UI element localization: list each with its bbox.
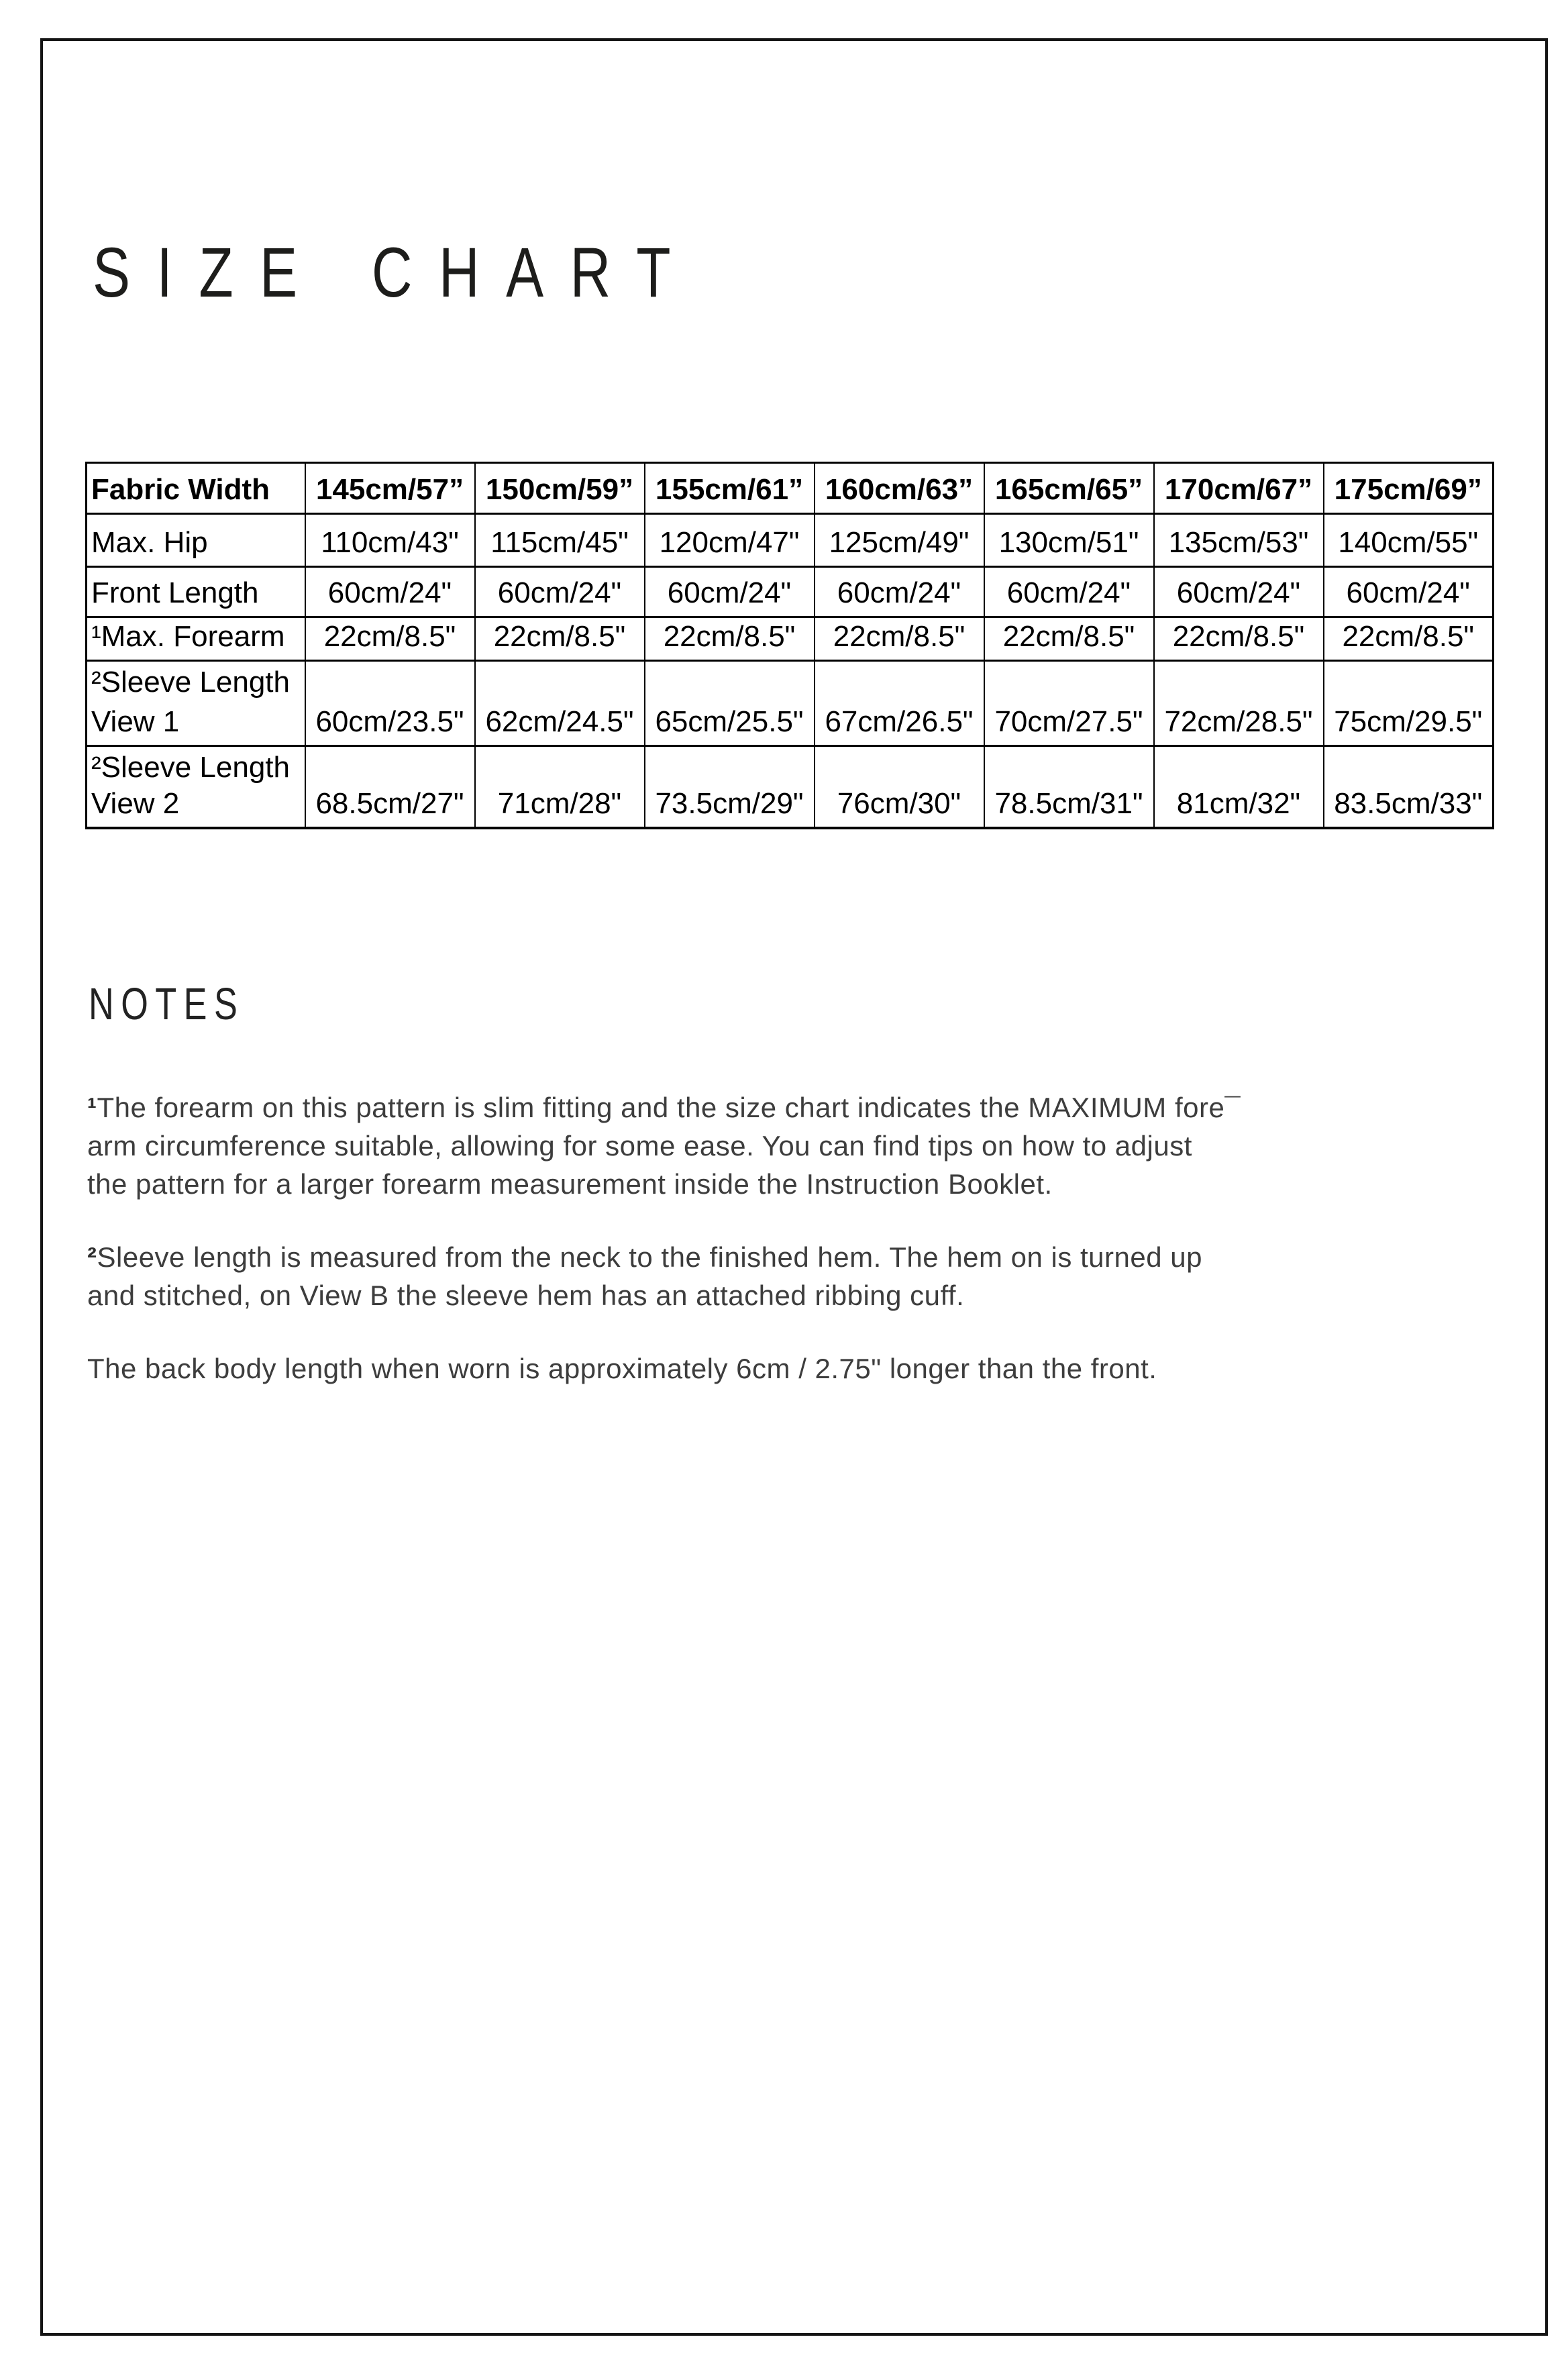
note-paragraph <box>87 1238 1503 1314</box>
note-line: arm circumference suitable, allowing for some ease. You can find tips on how to adjust <box>87 1130 1192 1162</box>
value-cell: 72cm/28.5" <box>1154 661 1324 746</box>
value-cell: 60cm/23.5" <box>305 661 475 746</box>
header-value-cell: 170cm/67” <box>1154 463 1324 514</box>
row-label-cell <box>87 746 305 828</box>
value-cell: 140cm/55" <box>1324 514 1494 567</box>
header-value-cell: 150cm/59” <box>475 463 645 514</box>
value-cell: 81cm/32" <box>1154 746 1324 828</box>
note-line: ²Sleeve length is measured from the neck to the finished hem. The hem on is turned up <box>87 1241 1202 1273</box>
label-line-1: ²Sleeve Length <box>91 751 290 784</box>
note-paragraph <box>87 1088 1503 1203</box>
value-cell: 22cm/8.5" <box>1324 617 1494 661</box>
value-cell: 60cm/24" <box>475 567 645 617</box>
table-row <box>87 661 1494 746</box>
header-value-cell: 175cm/69” <box>1324 463 1494 514</box>
value-cell: 60cm/24" <box>815 567 984 617</box>
value-cell: 60cm/24" <box>305 567 475 617</box>
label-line-2: View 1 <box>91 705 180 738</box>
value-cell: 68.5cm/27" <box>305 746 475 828</box>
value-cell: 60cm/24" <box>984 567 1154 617</box>
value-cell: 22cm/8.5" <box>305 617 475 661</box>
table-row <box>87 514 1494 567</box>
value-cell: 22cm/8.5" <box>815 617 984 661</box>
value-cell: 62cm/24.5" <box>475 661 645 746</box>
table-body <box>87 514 1494 828</box>
header-value-cell: 145cm/57” <box>305 463 475 514</box>
value-cell: 60cm/24" <box>1154 567 1324 617</box>
value-cell: 22cm/8.5" <box>475 617 645 661</box>
row-label-cell <box>87 661 305 746</box>
note-line: The back body length when worn is approximately 6cm / 2.75" longer than the front. <box>87 1353 1157 1384</box>
value-cell: 67cm/26.5" <box>815 661 984 746</box>
note-line: ¹The forearm on this pattern is slim fitting and the size chart indicates the MAXIMUM fore¯ <box>87 1092 1241 1123</box>
value-cell: 22cm/8.5" <box>645 617 815 661</box>
value-cell: 135cm/53" <box>1154 514 1324 567</box>
value-cell: 130cm/51" <box>984 514 1154 567</box>
value-cell: 76cm/30" <box>815 746 984 828</box>
header-label-cell: Fabric Width <box>87 463 305 514</box>
value-cell: 115cm/45" <box>475 514 645 567</box>
value-cell: 75cm/29.5" <box>1324 661 1494 746</box>
table-row <box>87 746 1494 828</box>
value-cell: 73.5cm/29" <box>645 746 815 828</box>
note-line: and stitched, on View B the sleeve hem has an attached ribbing cuff. <box>87 1280 965 1311</box>
note-paragraph <box>87 1349 1503 1388</box>
row-label-cell: Max. Hip <box>87 514 305 567</box>
value-cell: 110cm/43" <box>305 514 475 567</box>
value-cell: 78.5cm/31" <box>984 746 1154 828</box>
value-cell: 22cm/8.5" <box>984 617 1154 661</box>
value-cell: 70cm/27.5" <box>984 661 1154 746</box>
row-label-cell: Front Length <box>87 567 305 617</box>
value-cell: 60cm/24" <box>645 567 815 617</box>
value-cell: 120cm/47" <box>645 514 815 567</box>
value-cell: 22cm/8.5" <box>1154 617 1324 661</box>
size-chart-table <box>85 462 1494 829</box>
value-cell: 65cm/25.5" <box>645 661 815 746</box>
page-title: SIZE CHART <box>93 234 698 312</box>
header-value-cell: 160cm/63” <box>815 463 984 514</box>
table-row <box>87 617 1494 661</box>
label-line-1: ²Sleeve Length <box>91 666 290 699</box>
value-cell: 60cm/24" <box>1324 567 1494 617</box>
header-value-cell: 155cm/61” <box>645 463 815 514</box>
label-line-2: View 2 <box>91 786 180 820</box>
note-line: the pattern for a larger forearm measurement inside the Instruction Booklet. <box>87 1168 1053 1200</box>
value-cell: 71cm/28" <box>475 746 645 828</box>
value-cell: 83.5cm/33" <box>1324 746 1494 828</box>
row-label-cell: ¹Max. Forearm <box>87 617 305 661</box>
header-value-cell: 165cm/65” <box>984 463 1154 514</box>
value-cell: 125cm/49" <box>815 514 984 567</box>
table-header-row <box>87 463 1494 514</box>
notes-section <box>87 1088 1503 1423</box>
superscript-mark: ² <box>87 1241 97 1273</box>
notes-heading: NOTES <box>89 979 245 1029</box>
superscript-mark: ¹ <box>87 1092 97 1123</box>
table-row <box>87 567 1494 617</box>
